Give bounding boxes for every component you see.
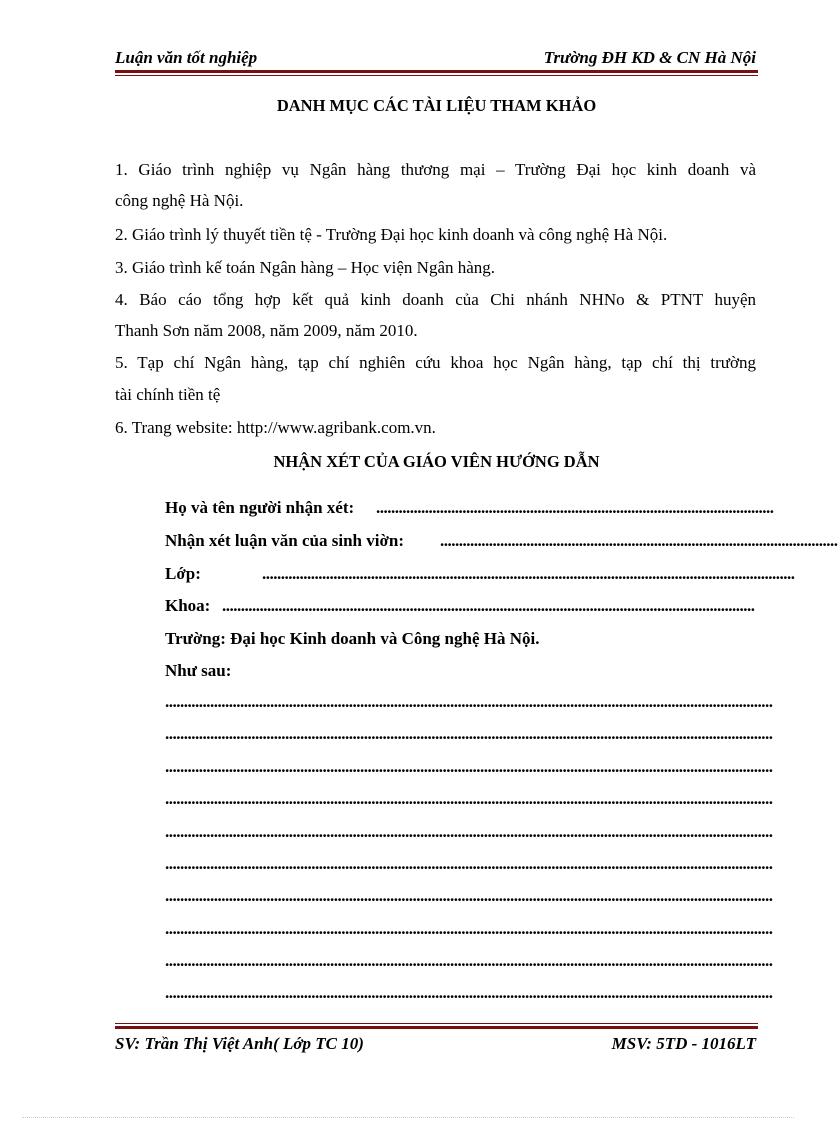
class-text: Lớp: xyxy=(165,564,201,583)
reference-item-5-line2: tài chính tiền tệ xyxy=(115,385,221,404)
page-bottom-border xyxy=(22,1117,794,1118)
references-title: DANH MỤC CÁC TÀI LIỆU THAM KHẢO xyxy=(276,96,597,115)
comment-line-7: .................................................................................................................................................................. xyxy=(165,886,773,905)
class-label xyxy=(165,564,201,584)
comment-label xyxy=(165,531,404,551)
faculty-text: Khoa: xyxy=(165,596,211,615)
footer-rule-thin xyxy=(115,1023,758,1024)
reviewer-name-label xyxy=(165,498,354,518)
comment-line-3: .................................................................................................................................................................. xyxy=(165,757,773,776)
review-title: NHẬN XÉT CỦA GIÁO VIÊN HƯỚNG DẪN xyxy=(273,452,600,471)
reference-item-6: 6. Trang website: http://www.agribank.com.vn. xyxy=(115,418,436,437)
comment-line-1: .................................................................................................................................................................. xyxy=(165,692,773,711)
reviewer-name-text: Họ và tên người nhận xét: xyxy=(165,498,355,517)
footer-student: SV: Trần Thị Việt Anh( Lớp TC 10) xyxy=(115,1034,364,1053)
header-school-name: Trường ĐH KD & CN Hà Nội xyxy=(543,48,756,67)
comment-line-5: .................................................................................................................................................................. xyxy=(165,822,773,841)
reviewer-name-blank: .......................................................................................................... xyxy=(376,498,774,517)
faculty-blank: .............................................................................................................................................. xyxy=(222,596,755,615)
footer-student-id: MSV: 5TD - 1016LT xyxy=(611,1034,756,1053)
footer-rule-thick xyxy=(115,1026,758,1029)
faculty-label xyxy=(165,596,210,616)
comment-line-8: .................................................................................................................................................................. xyxy=(165,919,773,938)
comment-line-10: .................................................................................................................................................................. xyxy=(165,983,773,1002)
reference-item-3: 3. Giáo trình kế toán Ngân hàng – Học viện Ngân hàng. xyxy=(115,258,496,277)
comment-blank: .......................................................................................................... xyxy=(440,531,838,550)
reference-item-4-line1: 4. Báo cáo tổng hợp kết quả kinh doanh của Chi nhánh NHNo & PTNT huyện xyxy=(115,290,756,309)
comment-line-6: .................................................................................................................................................................. xyxy=(165,854,773,873)
header-rule-thin xyxy=(115,75,758,76)
school-line: Trường: Đại học Kinh doanh và Công nghệ Hà Nội. xyxy=(165,629,540,648)
reference-item-2: 2. Giáo trình lý thuyết tiền tệ - Trường Đại học kinh doanh và công nghệ Hà Nội. xyxy=(115,225,668,244)
comment-line-2: .................................................................................................................................................................. xyxy=(165,724,773,743)
reference-item-5-line1: 5. Tạp chí Ngân hàng, tạp chí nghiên cứu khoa học Ngân hàng, tạp chí thị trường xyxy=(115,353,756,372)
class-blank: .............................................................................................................................................. xyxy=(262,564,795,583)
reference-item-1-line1: 1. Giáo trình nghiệp vụ Ngân hàng thương mại – Trường Đại học kinh doanh và xyxy=(115,160,756,179)
comment-text: Nhận xét luận văn của sinh viờn: xyxy=(165,531,404,550)
as-follows-label: Như sau: xyxy=(165,661,232,680)
header-rule-thick xyxy=(115,70,758,73)
header-thesis-label: Luận văn tốt nghiệp xyxy=(115,48,258,67)
comment-line-4: .................................................................................................................................................................. xyxy=(165,789,773,808)
reference-item-4-line2: Thanh Sơn năm 2008, năm 2009, năm 2010. xyxy=(115,321,418,340)
comment-line-9: .................................................................................................................................................................. xyxy=(165,951,773,970)
reference-item-1-line2: công nghệ Hà Nội. xyxy=(115,191,244,210)
